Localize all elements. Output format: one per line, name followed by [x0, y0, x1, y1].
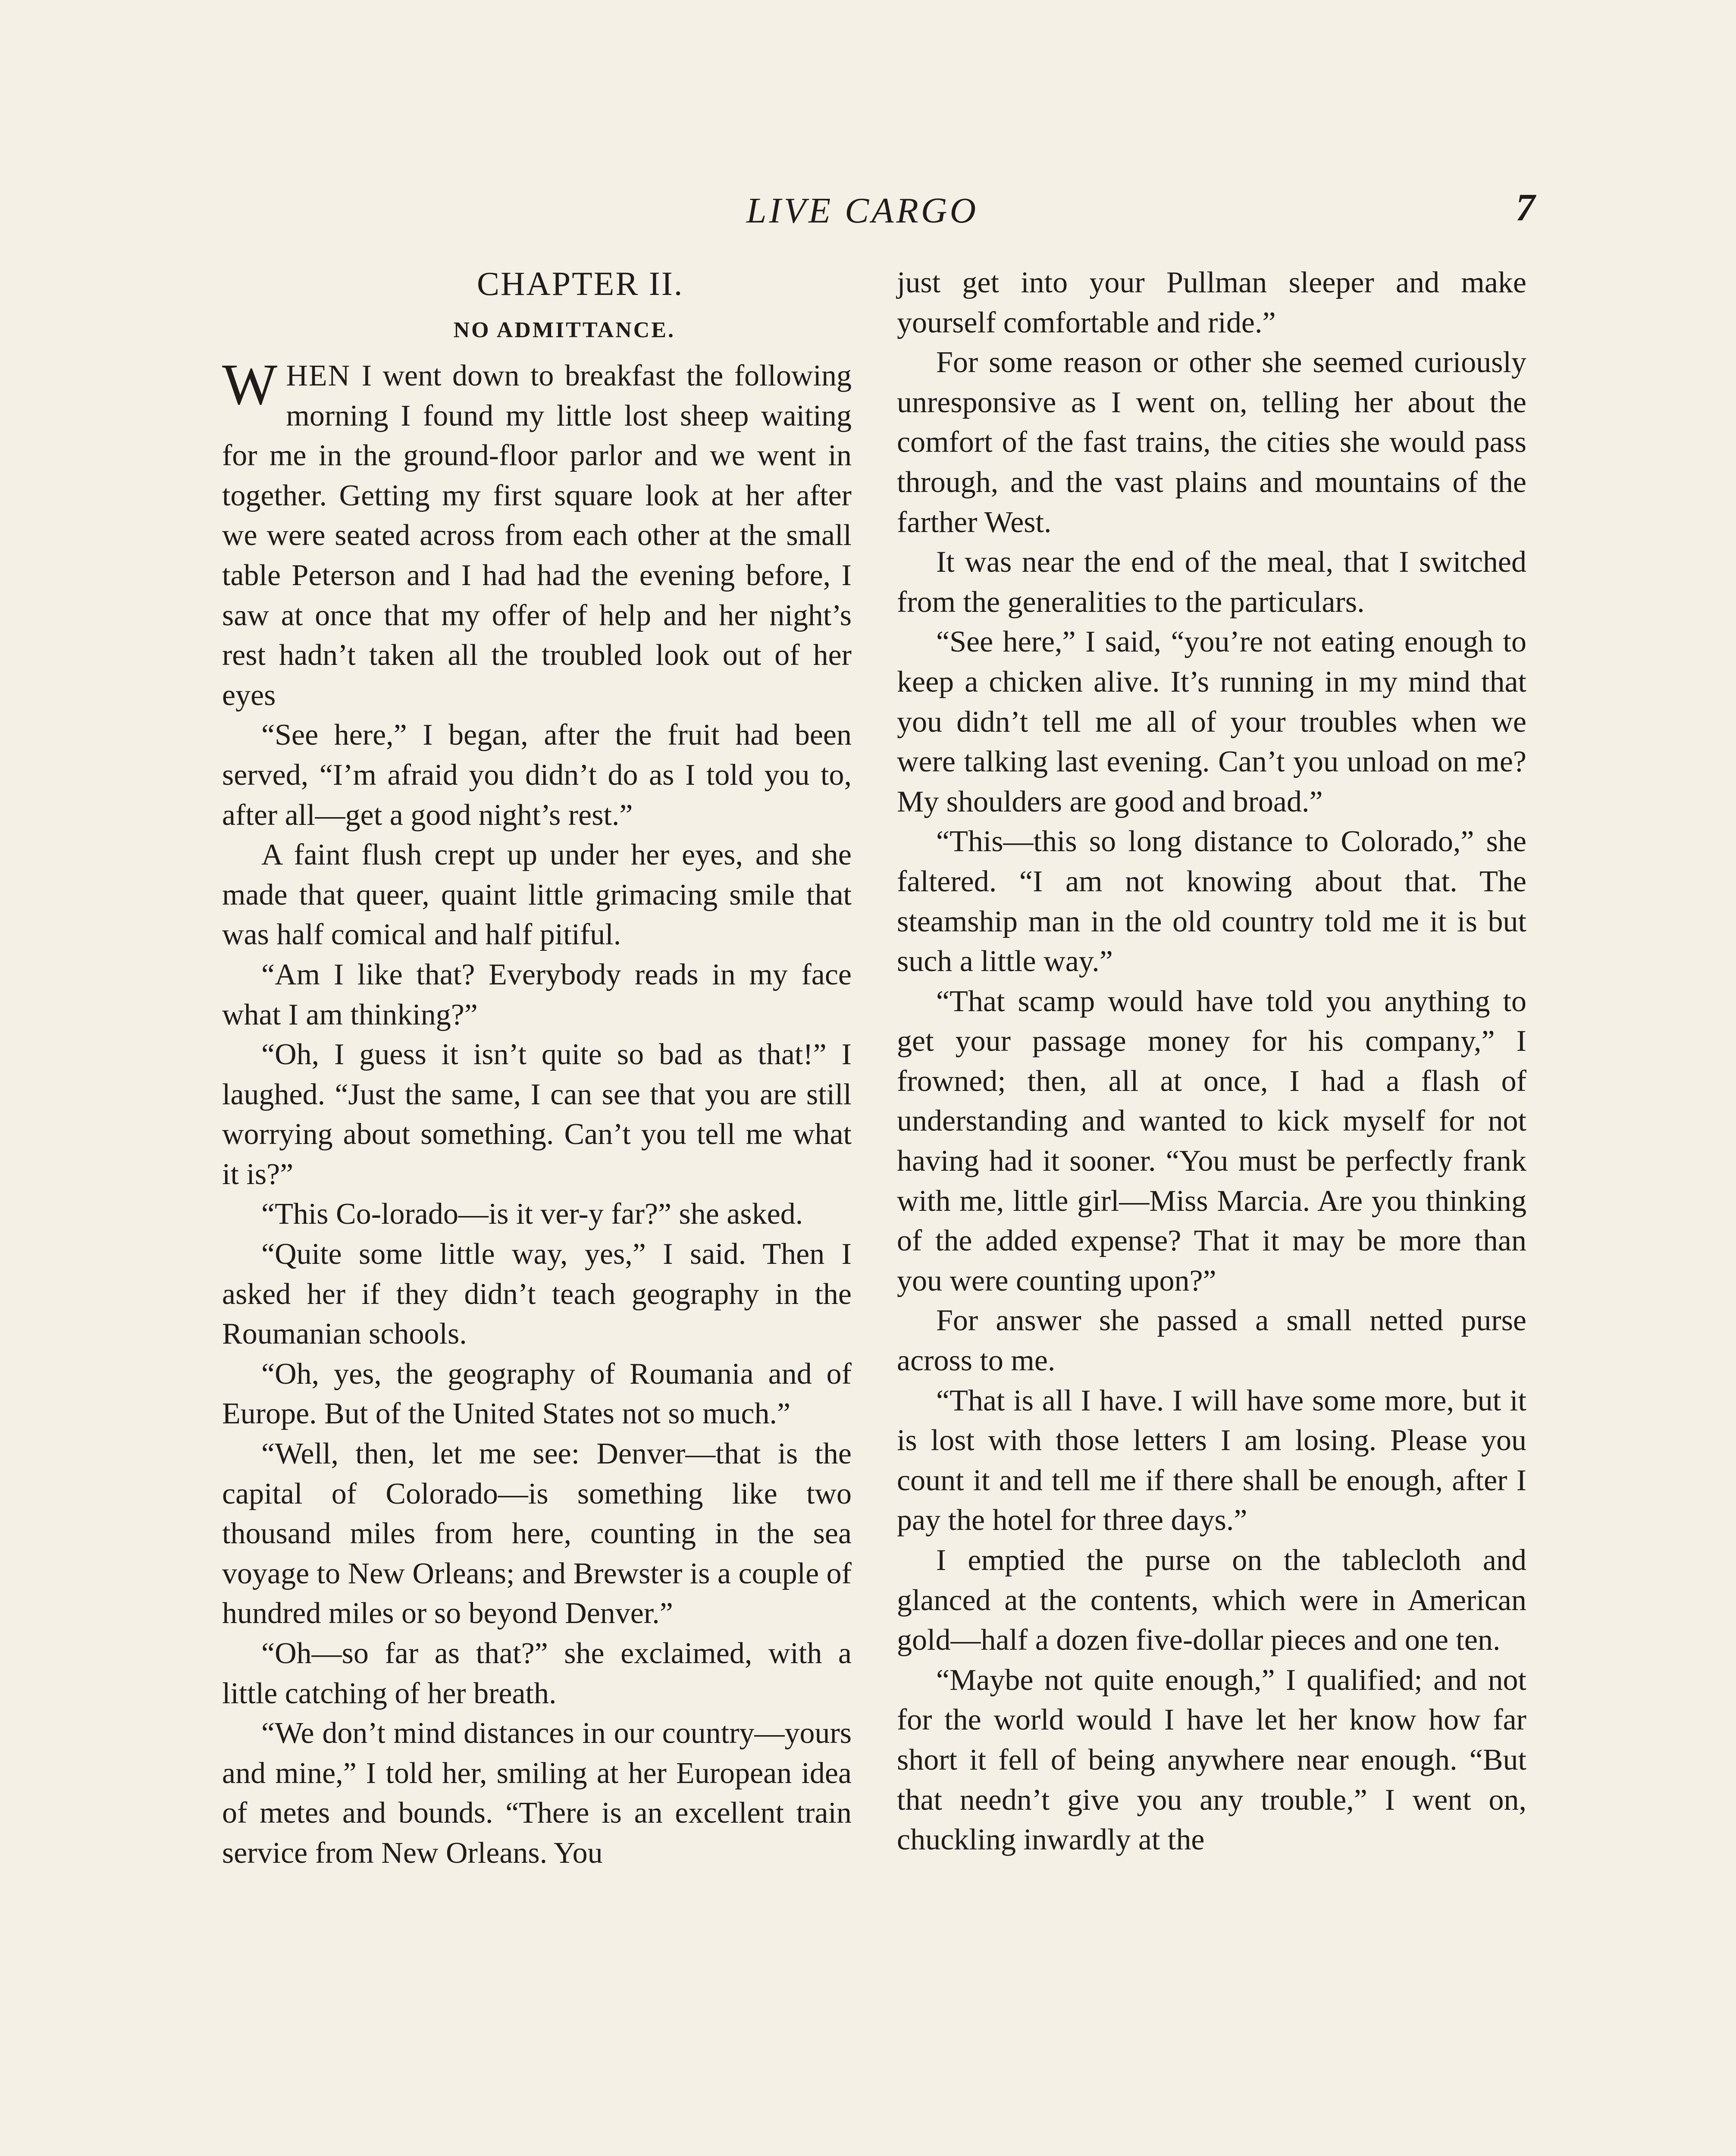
paragraph: “That scamp would have told you anything to get your passage money for his company,” I frowned; then, all at once, I had a flash of understanding and wanted to kick myself for not having had it sooner. “You must be perfectly frank with me, little girl—Miss Marcia. Are you thinking of the added expense? That it may be more than you were counting upon?”: [897, 984, 1526, 1297]
drop-cap: W: [222, 352, 278, 417]
paragraph: “Oh, I guess it isn’t quite so bad as that!” I laughed. “Just the same, I can see that you are still worrying about something. Can’t you tell me what it is?”: [222, 1038, 852, 1191]
paragraph: “Oh—so far as that?” she exclaimed, with a little catching of her breath.: [222, 1637, 852, 1710]
paragraph: “That is all I have. I will have some more, but it is lost with those letters I am losing. Please you count it and tell me if there shall be enough, after I pay the hotel for three days.”: [897, 1384, 1526, 1537]
paragraph: “This Co-lorado—is it ver-y far?” she asked.: [261, 1197, 803, 1231]
paragraph: “Quite some little way, yes,” I said. Then I asked her if they didn’t teach geography in the Roumanian schools.: [222, 1238, 852, 1351]
paragraph: “Maybe not quite enough,” I qualified; and not for the world would I have let her know how far short it fell of being anywhere near enough. “But that needn’t give you any trouble,” I went on, chuckling inwardly at the: [897, 1663, 1526, 1857]
paragraph: “We don’t mind distances in our country—yours and mine,” I told her, smiling at her European idea of metes and bounds. “There is an excellent train service from New Orleans. You: [222, 1717, 852, 1870]
paragraph: I emptied the purse on the tablecloth and glanced at the contents, which were in American gold—half a dozen five-dollar pieces and one ten.: [897, 1544, 1526, 1657]
paragraph: “See here,” I began, after the fruit had been served, “I’m afraid you didn’t do as I told you to, after all—get a good night’s rest.”: [222, 718, 852, 832]
opening-lead-word: HEN: [286, 359, 351, 392]
paragraph: “Am I like that? Everybody reads in my face what I am thinking?”: [222, 958, 852, 1031]
paragraph: “Oh, yes, the geography of Roumania and of Europe. But of the United States not so much.”: [222, 1357, 852, 1431]
opening-paragraph: [222, 352, 852, 715]
paragraph: It was near the end of the meal, that I switched from the generalities to the particulars.: [897, 545, 1526, 619]
paragraph: For some reason or other she seemed curiously unresponsive as I went on, telling her about the comfort of the fast trains, the cities she would pass through, and the vast plains and mountains of the farther West.: [897, 346, 1526, 539]
chapter-heading: CHAPTER II.: [477, 265, 684, 302]
paragraph: “This—this so long distance to Colorado,” she faltered. “I am not knowing about that. The steamship man in the old country told me it is but such a little way.”: [897, 825, 1526, 978]
running-title: LIVE CARGO: [746, 191, 979, 231]
paragraph: “See here,” I said, “you’re not eating enough to keep a chicken alive. It’s running in my mind that you didn’t tell me all of your troubles when we were talking last evening. Can’t you unload on me? My shoulders are good and broad.”: [897, 625, 1526, 818]
chapter-subtitle: NO ADMITTANCE.: [453, 318, 675, 342]
continued-paragraph: just get into your Pullman sleeper and make yourself comfortable and ride.”: [897, 266, 1526, 339]
left-column: [222, 263, 852, 1874]
right-column: [897, 263, 1526, 1860]
paragraph: For answer she passed a small netted purse across to me.: [897, 1304, 1526, 1378]
paragraph: “Well, then, let me see: Denver—that is the capital of Colorado—is something like two thousand miles from here, counting in the sea voyage to New Orleans; and Brewster is a couple of hundred miles or so beyond Denver.”: [222, 1437, 852, 1630]
paragraph: A faint flush crept up under her eyes, and she made that queer, quaint little grimacing smile that was half comical and half pitiful.: [222, 838, 852, 952]
page-number: 7: [1516, 186, 1535, 229]
opening-text: I went down to breakfast the following morning I found my little lost sheep waiting for me in the ground-floor parlor and we went in together. Getting my first square look at her after we were seated across from each other at the small table Peterson and I had had the evening before, I saw at once that my offer of help and her night’s rest hadn’t taken all the troubled look out of her eyes: [222, 359, 852, 712]
